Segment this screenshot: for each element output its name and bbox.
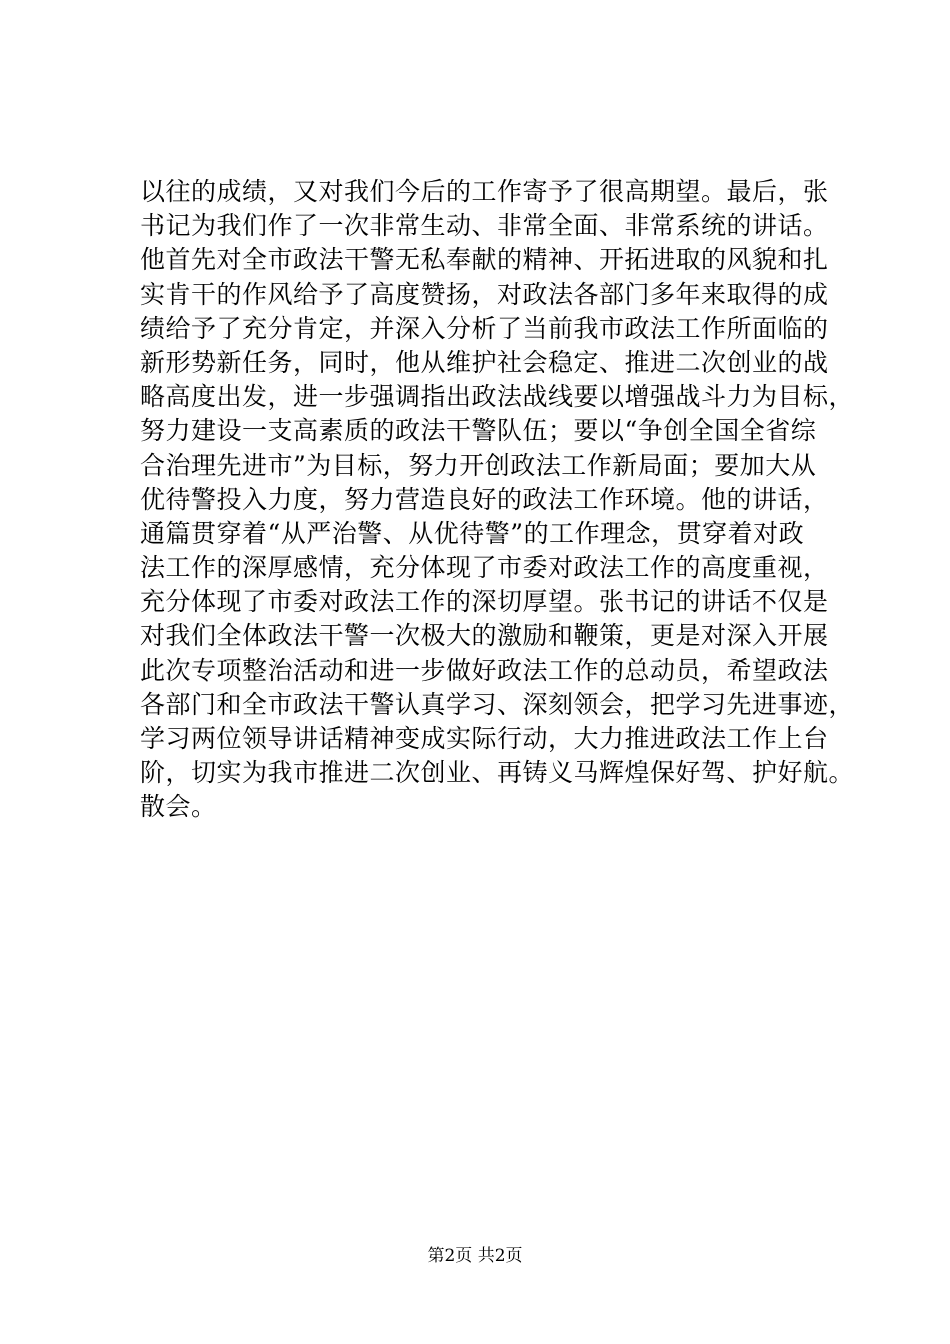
- text-line: 他首先对全市政法干警无私奉献的精神、开拓进取的风貌和扎: [140, 245, 829, 275]
- text-line: 学习两位领导讲话精神变成实际行动，大力推进政法工作上台: [140, 724, 829, 753]
- text-line: 新形势新任务，同时，他从维护社会稳定、推进二次创业的战: [140, 347, 829, 377]
- text-line: 优待警投入力度，努力营造良好的政法工作环境。他的讲话，: [140, 484, 829, 514]
- page-number: 第2页 共2页: [427, 1246, 523, 1266]
- page-footer: [0, 1245, 950, 1267]
- text-line: 散会。: [140, 792, 217, 822]
- text-line: 各部门和全市政法干警认真学习、深刻领会，把学习先进事迹，: [140, 689, 855, 719]
- body-paragraph: [140, 175, 860, 825]
- text-line: 法工作的深厚感情，充分体现了市委对政法工作的高度重视，: [140, 553, 829, 583]
- text-line: 阶，切实为我市推进二次创业、再铸义马辉煌保好驾、护好航。: [140, 758, 855, 788]
- text-line: 通篇贯穿着“从严治警、从优待警”的工作理念，贯穿着对政: [140, 518, 805, 548]
- text-line: 以往的成绩，又对我们今后的工作寄予了很高期望。最后，张: [140, 177, 829, 206]
- text-line: 对我们全体政法干警一次极大的激励和鞭策，更是对深入开展: [140, 621, 829, 651]
- text-line: 努力建设一支高素质的政法干警队伍；要以“争创全国全省综: [140, 416, 817, 446]
- text-line: 绩给予了充分肯定，并深入分析了当前我市政法工作所面临的: [140, 313, 829, 343]
- text-line: 书记为我们作了一次非常生动、非常全面、非常系统的讲话。: [140, 211, 829, 241]
- text-line: 此次专项整治活动和进一步做好政法工作的总动员，希望政法: [140, 655, 829, 685]
- text-line: 充分体现了市委对政法工作的深切厚望。张书记的讲话不仅是: [140, 587, 829, 617]
- text-line: 实肯干的作风给予了高度赞扬，对政法各部门多年来取得的成: [140, 279, 829, 309]
- text-line: 合治理先进市”为目标，努力开创政法工作新局面；要加大从: [140, 450, 817, 480]
- text-line: 略高度出发，进一步强调指出政法战线要以增强战斗力为目标，: [140, 382, 855, 412]
